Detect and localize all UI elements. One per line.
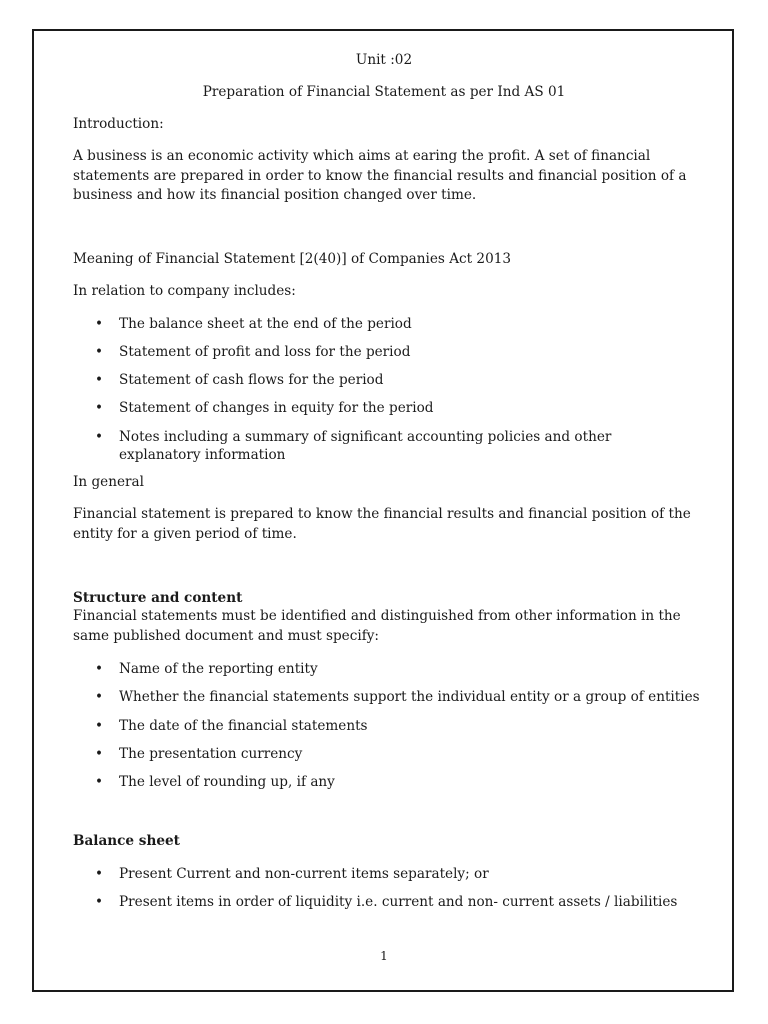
introduction-paragraph: A business is an economic activity which aims at earing the profit. A set of financial statements are prepared in order to know the financial results and financial position of a business and how its financial position changed over time. (73, 148, 687, 203)
bullet-icon: • (95, 344, 104, 360)
list-item-text: The balance sheet at the end of the period (119, 316, 412, 332)
bullet-icon: • (95, 400, 104, 416)
bullet-icon: • (95, 429, 104, 445)
bullet-icon: • (95, 689, 104, 705)
bullet-icon: • (95, 866, 104, 882)
structure-paragraph: Financial statements must be identified and distinguished from other information in the same published document and must specify: (73, 608, 681, 644)
list-item-text: Statement of changes in equity for the period (119, 400, 434, 416)
list-item-text: Name of the reporting entity (119, 661, 318, 677)
structure-heading: Structure and content (73, 590, 243, 606)
bullet-icon: • (95, 372, 104, 388)
general-heading: In general (73, 474, 144, 490)
balance-sheet-heading: Balance sheet (73, 833, 180, 849)
list-item-text: Present items in order of liquidity i.e. current and non- current assets / liabilities (119, 894, 678, 910)
bullet-icon: • (95, 894, 104, 910)
unit-label: Unit :02 (355, 52, 413, 68)
list-item-text: Statement of cash flows for the period (119, 372, 384, 388)
list-item-text: Notes including a summary of significant accounting policies and other explanatory information (119, 429, 612, 463)
introduction-heading: Introduction: (73, 116, 164, 132)
page-number: 1 (380, 949, 388, 963)
list-item-text: Whether the financial statements support the individual entity or a group of entities (119, 689, 700, 705)
list-item-text: The level of rounding up, if any (119, 774, 335, 790)
bullet-icon: • (95, 316, 104, 332)
list-item-text: The date of the financial statements (119, 718, 368, 734)
bullet-icon: • (95, 661, 104, 677)
bullet-icon: • (95, 774, 104, 790)
bullet-icon: • (95, 718, 104, 734)
bullet-icon: • (95, 746, 104, 762)
meaning-heading: Meaning of Financial Statement [2(40)] of Companies Act 2013 (73, 251, 512, 267)
document-title: Preparation of Financial Statement as per Ind AS 01 (202, 84, 566, 100)
list-item-text: Statement of profit and loss for the period (119, 344, 411, 360)
general-paragraph: Financial statement is prepared to know the financial results and financial position of the entity for a given period of time. (73, 506, 691, 542)
company-intro: In relation to company includes: (73, 283, 296, 299)
list-item-text: Present Current and non-current items separately; or (119, 866, 489, 882)
list-item-text: The presentation currency (119, 746, 303, 762)
